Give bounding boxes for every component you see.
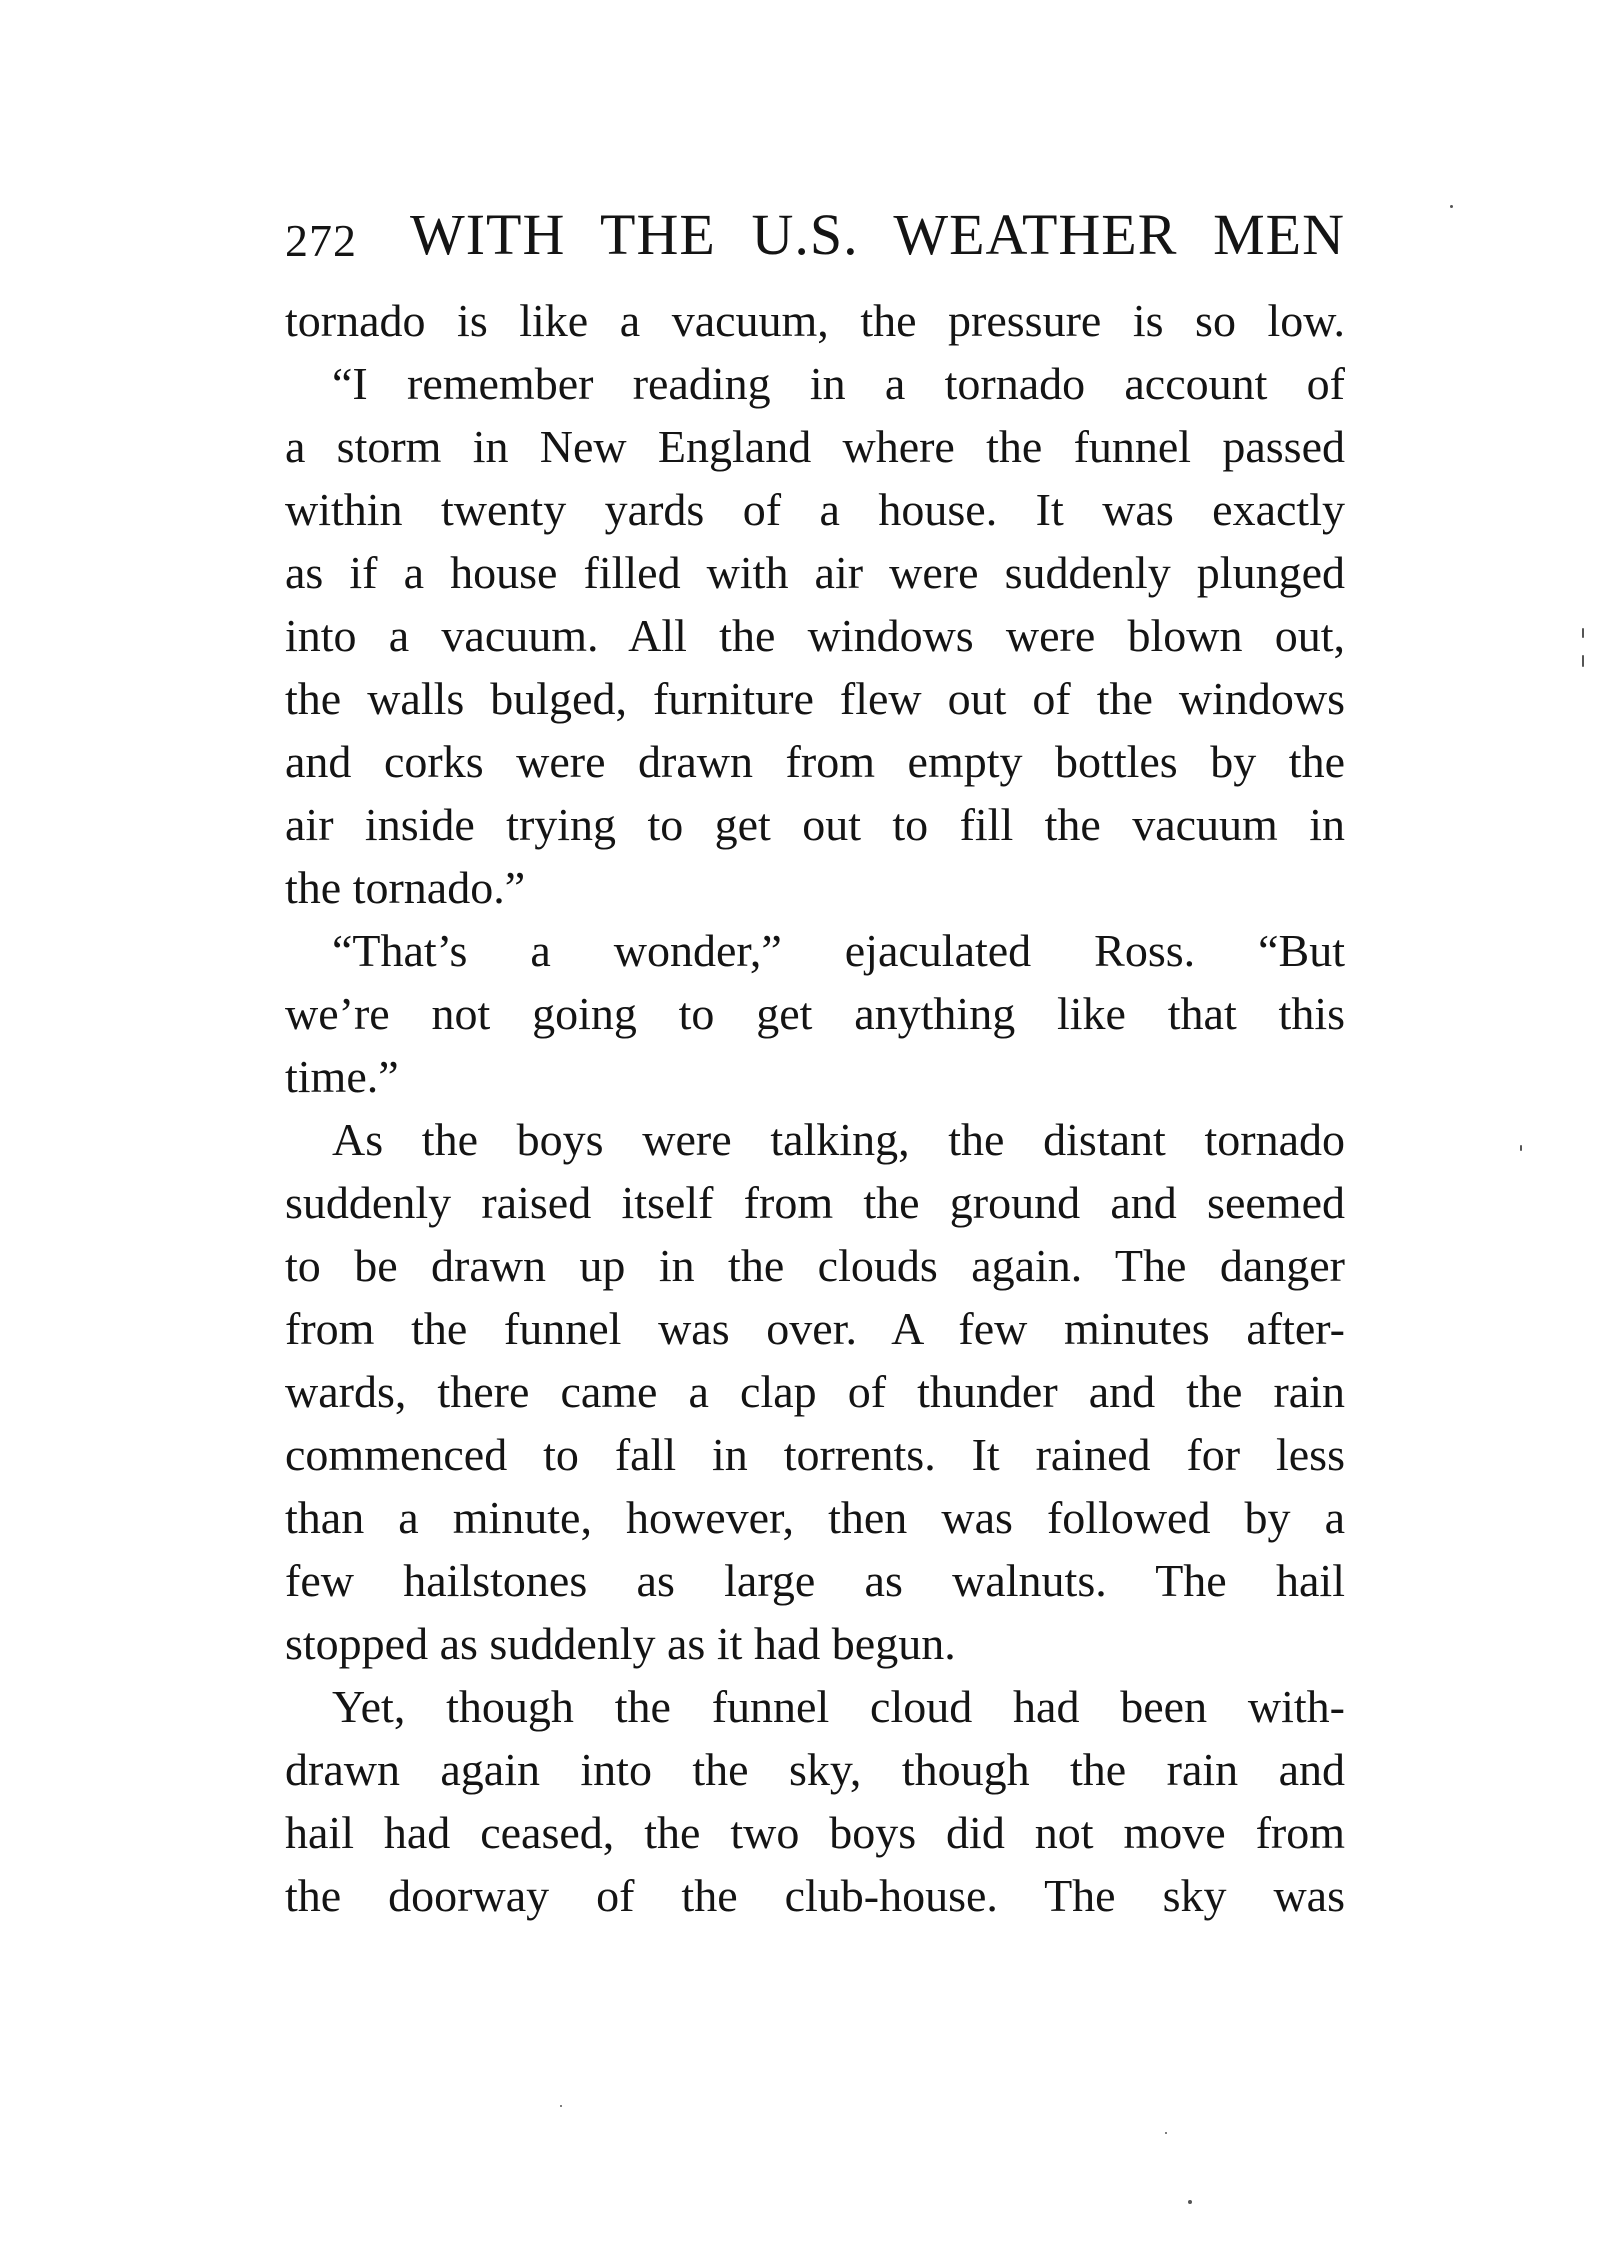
text-line: to be drawn up in the clouds again. The danger <box>285 1240 1345 1291</box>
text-line: time.” <box>285 1051 399 1102</box>
text-line: Yet, though the funnel cloud had been with- <box>332 1681 1345 1732</box>
text-line: into a vacuum. All the windows were blown out, <box>285 610 1345 661</box>
text-line: stopped as suddenly as it had begun. <box>285 1618 956 1669</box>
text-line: within twenty yards of a house. It was exactly <box>285 484 1345 535</box>
scan-speck <box>560 2105 562 2107</box>
text-line: commenced to fall in torrents. It rained for less <box>285 1429 1345 1480</box>
text-line: wards, there came a clap of thunder and the rain <box>285 1366 1345 1417</box>
page-number: 272 <box>285 215 357 266</box>
text-line: than a minute, however, then was followed by a <box>285 1492 1345 1543</box>
page-header <box>285 200 1345 270</box>
text-line: the doorway of the club-house. The sky was <box>285 1870 1345 1921</box>
text-line: few hailstones as large as walnuts. The hail <box>285 1555 1345 1606</box>
text-line: suddenly raised itself from the ground and seemed <box>285 1177 1345 1228</box>
scan-speck <box>1188 2200 1192 2204</box>
text-line: As the boys were talking, the distant tornado <box>332 1114 1345 1165</box>
text-line: hail had ceased, the two boys did not move from <box>285 1807 1345 1858</box>
text-line: drawn again into the sky, though the rain and <box>285 1744 1345 1795</box>
text-line: as if a house filled with air were suddenly plunged <box>285 547 1345 598</box>
text-line: “That’s a wonder,” ejaculated Ross. “But <box>332 925 1345 976</box>
scan-speck <box>1520 1145 1522 1151</box>
scan-speck <box>1450 205 1453 208</box>
scan-speck <box>1582 655 1584 667</box>
scan-speck <box>1165 2132 1167 2134</box>
running-title: WITH THE U.S. WEATHER MEN <box>410 202 1345 267</box>
text-line: from the funnel was over. A few minutes after- <box>285 1303 1345 1354</box>
text-line: air inside trying to get out to fill the vacuum in <box>285 799 1345 850</box>
text-line: “I remember reading in a tornado account of <box>332 358 1345 409</box>
text-line: the tornado.” <box>285 862 526 913</box>
text-line: and corks were drawn from empty bottles by the <box>285 736 1345 787</box>
text-line: tornado is like a vacuum, the pressure is so low. <box>285 295 1345 346</box>
text-line: we’re not going to get anything like that this <box>285 988 1345 1039</box>
scan-speck <box>1582 628 1584 638</box>
text-line: the walls bulged, furniture flew out of the windows <box>285 673 1345 724</box>
text-line: a storm in New England where the funnel passed <box>285 421 1345 472</box>
